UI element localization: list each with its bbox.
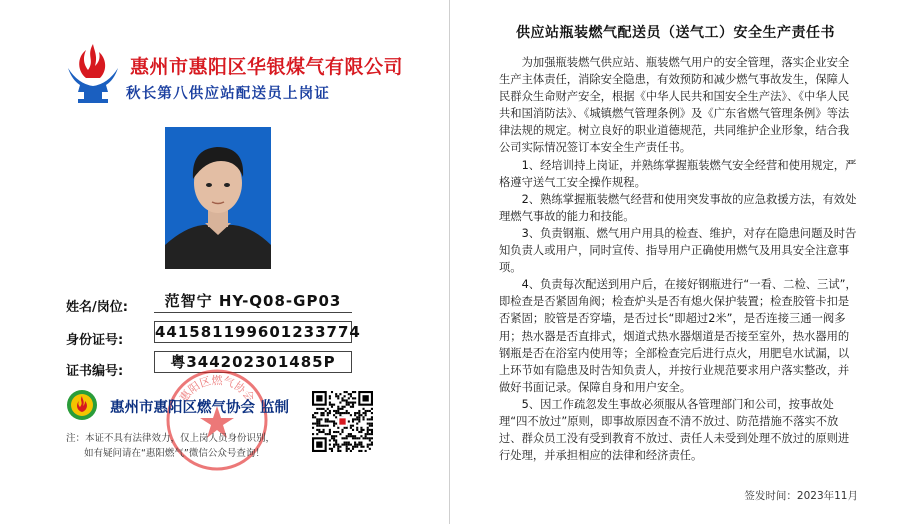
clause-3: 3、负责钢瓶、燃气用户用具的检查、维护，对存在隐患问题及时告知负责人或用户，同时宣传、指导用户正确使用燃气及用具安全注意事项。 [499,226,857,275]
id-number-label: 身份证号: [66,333,124,348]
company-flame-logo-icon [64,42,122,104]
id-number-value: 441581199601233774 [155,323,361,341]
note-line-1: 注：本证不具有法律效力，仅上岗人员身份识别， [66,433,276,444]
name-position-value: 范智宁 HY-Q08-GP03 [154,291,352,313]
name-position-label: 姓名/岗位: [66,300,128,315]
employee-photo [165,127,271,269]
card-title: 秋长第八供应站配送员上岗证 [126,86,331,102]
responsibility-letter-body [499,54,857,464]
supervisor-text: 惠州市惠阳区燃气协会 监制 [110,400,290,416]
disclaimer-note [66,431,316,461]
clause-5: 5、因工作疏忽发生事故必须服从各管理部门和公司，按事故处理“四不放过”原则，即事故原因查不清不放过、防范措施不落实不放过、群众员工没有受到教育不放过、责任人未受到处理不放过的原则进行处理，并承担相应的法律和经济责任。 [499,397,850,463]
company-name: 惠州市惠阳区华银煤气有限公司 [130,56,404,78]
verification-qr-code [312,391,373,452]
svg-text:惠阳区燃气协会: 惠阳区燃气协会 [177,374,257,405]
intro-paragraph: 为加强瓶装燃气供应站、瓶装燃气用户的安全管理，落实企业安全生产主体责任，消除安全隐患，有效预防和减少燃气事故发生，保障人民群众生命财产安全，根据《中华人民共和国安全生产法》、《中华人民共和国消防法》、《城镇燃气管理条例》及《广东省燃气管理条例》等法律法规的规定。树立良好的职业道德规范，共同维护企业形象，结合我公司实际情况签订本安全生产责任书。 [499,56,850,155]
issue-date: 签发时间：2023年11月 [744,490,858,502]
clause-4: 4、负责每次配送到用户后，在接好钢瓶进行“一看、二检、三试”，即检查是否紧固角阀；检查炉头是否有熄火保护装置；检查胶管卡扣是否紧固；胶管是否穿墙，是否过长“即超过2米”，是否连接三通一阀多用；热水器是否直排式，烟道式热水器烟道是否接至室外，热水器用的钢瓶是否在浴室内使用等；全部检查完后进行点火，用肥皂水试漏，以上环节如有隐患及时告知负责人，并按行业规范要求用户落实整改，并做好书面记录。保障自身和用户安全。 [499,278,857,394]
clause-2: 2、熟练掌握瓶装燃气经营和使用突发事故的应急救援方法，有效处理燃气事故的能力和技能。 [499,192,857,223]
id-card-back [451,0,900,524]
clause-1: 1、经培训持上岗证，并熟练掌握瓶装燃气安全经营和使用规定，严格遵守送气工安全操作规程。 [499,158,857,189]
certificate-number-label: 证书编号: [66,364,124,379]
responsibility-letter-title: 供应站瓶装燃气配送员（送气工）安全生产责任书 [516,25,835,41]
certificate-number-value: 粤344202301485P [154,351,352,373]
note-line-2: 如有疑问请在“惠阳燃气”微信公众号查询！ [84,448,265,459]
gas-association-logo-icon [66,389,98,421]
